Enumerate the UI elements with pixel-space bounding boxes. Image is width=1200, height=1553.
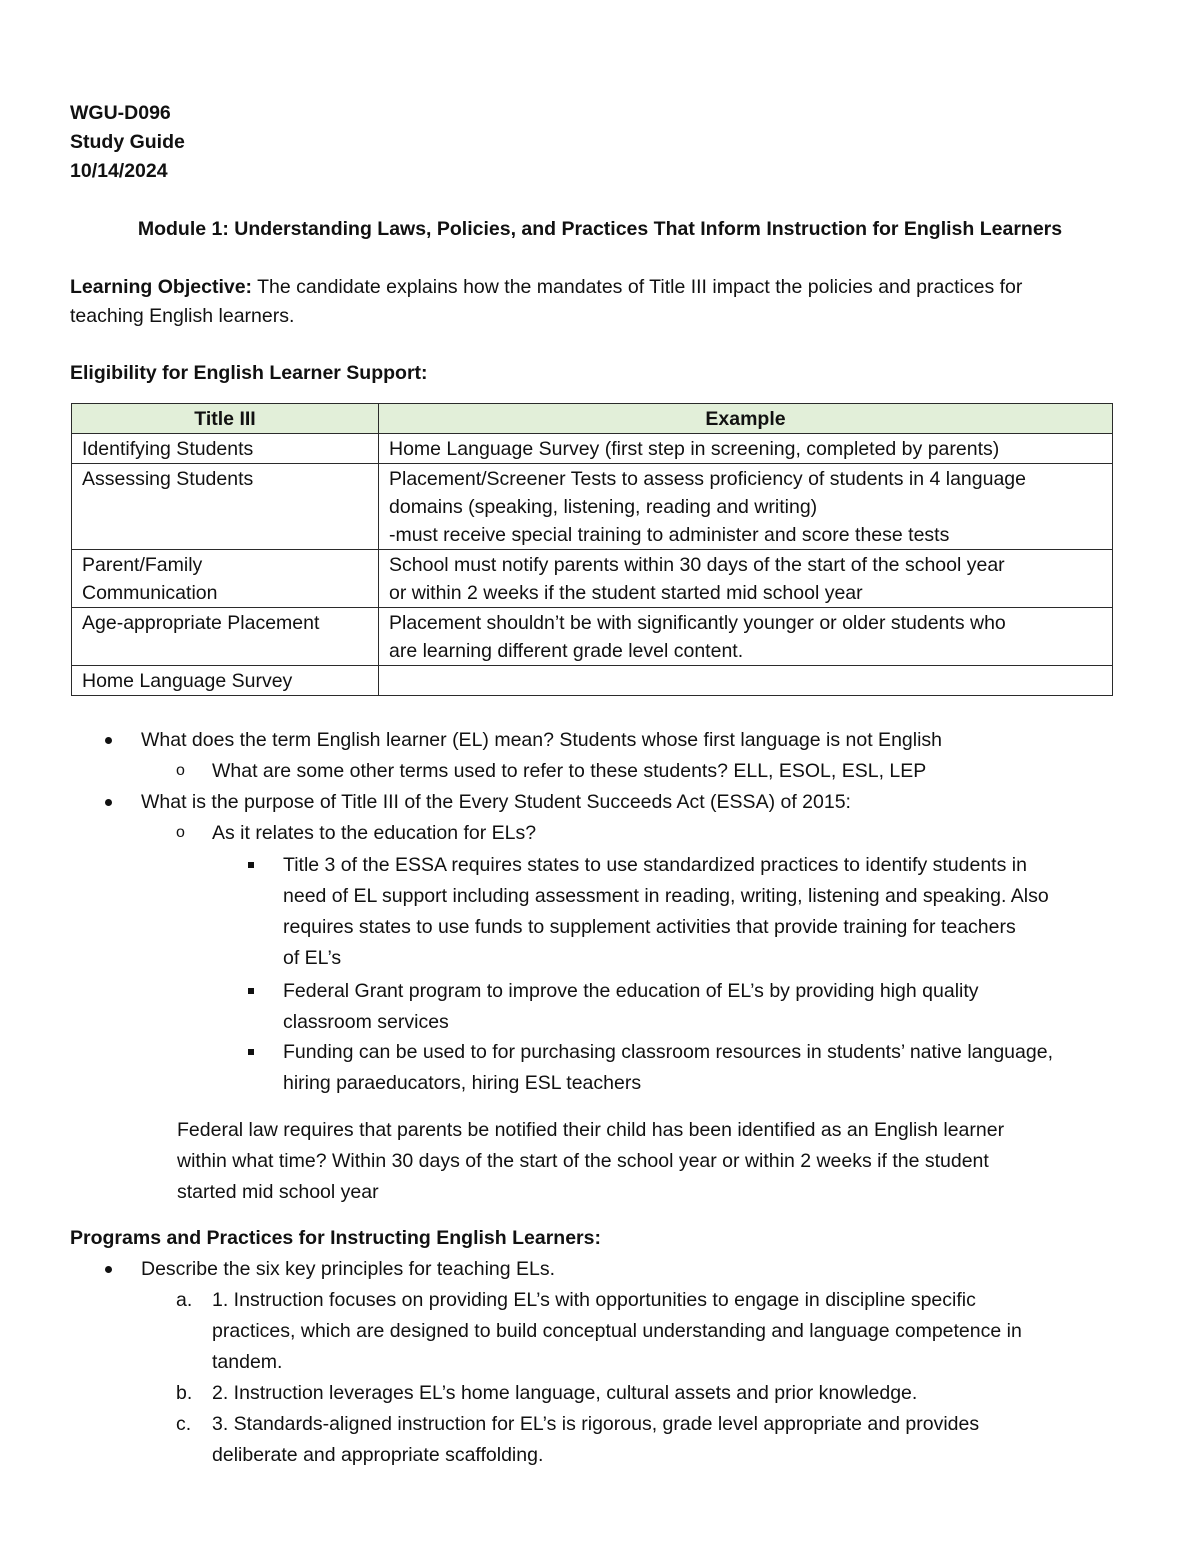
circle-bullet-icon: o xyxy=(176,824,185,841)
title-iii-cell xyxy=(72,666,379,696)
cell-line: Age-appropriate Placement xyxy=(82,612,320,634)
list-item-line: tandem. xyxy=(212,1351,283,1373)
example-cell xyxy=(379,464,1113,550)
list-item-line: requires states to use funds to supplement activities that provide training for teachers xyxy=(283,916,1016,938)
paragraph-line: within what time? Within 30 days of the start of the school year or within 2 weeks if the student xyxy=(177,1150,989,1172)
example-cell xyxy=(379,666,1113,696)
title-iii-cell xyxy=(72,434,379,464)
cell-line: domains (speaking, listening, reading and writing) xyxy=(389,496,818,518)
paragraph-line: Federal law requires that parents be notified their child has been identified as an English learner xyxy=(177,1119,1005,1141)
paragraph-line: started mid school year xyxy=(177,1181,379,1203)
cell-line: School must notify parents within 30 days of the start of the school year xyxy=(389,554,1005,576)
eligibility-table xyxy=(71,403,1113,696)
list-item-line: 1. Instruction focuses on providing EL’s with opportunities to engage in discipline specific xyxy=(212,1289,976,1311)
table-row xyxy=(72,608,1113,666)
list-item-line: practices, which are designed to build conceptual understanding and language competence in xyxy=(212,1320,1022,1342)
list-item-line: 2. Instruction leverages EL’s home language, cultural assets and prior knowledge. xyxy=(212,1382,918,1404)
list-item-line: deliberate and appropriate scaffolding. xyxy=(212,1444,544,1466)
list-item-line: Federal Grant program to improve the education of EL’s by providing high quality xyxy=(283,980,979,1002)
list-marker: c. xyxy=(176,1413,192,1435)
column-header: Example xyxy=(379,404,1113,434)
objective-text-line2: teaching English learners. xyxy=(70,305,295,327)
title-iii-cell xyxy=(72,550,379,608)
list-item-line: classroom services xyxy=(283,1011,449,1033)
list-marker: a. xyxy=(176,1289,193,1311)
cell-line: Identifying Students xyxy=(82,438,254,460)
document-header xyxy=(70,99,185,186)
module-title: Module 1: Understanding Laws, Policies, and Practices That Inform Instruction for English Learners xyxy=(137,218,1063,240)
table-row xyxy=(72,464,1113,550)
list-item: What does the term English learner (EL) mean? Students whose first language is not English xyxy=(141,729,943,751)
circle-bullet-icon: o xyxy=(176,762,185,779)
cell-line: Parent/Family xyxy=(82,554,203,576)
title-iii-cell xyxy=(72,608,379,666)
list-item-line: hiring paraeducators, hiring ESL teachers xyxy=(283,1072,642,1094)
list-item-line: Title 3 of the ESSA requires states to use standardized practices to identify students in xyxy=(283,854,1027,876)
title-iii-cell xyxy=(72,464,379,550)
list-item-line: of EL’s xyxy=(283,947,342,969)
list-item-line: need of EL support including assessment in reading, writing, listening and speaking. Also xyxy=(283,885,1049,907)
cell-line xyxy=(389,667,1102,695)
cell-line: Assessing Students xyxy=(82,468,254,490)
example-cell xyxy=(379,550,1113,608)
list-item: Describe the six key principles for teaching ELs. xyxy=(141,1258,556,1280)
table-header-row xyxy=(72,404,1113,434)
bullet-dot-icon xyxy=(105,737,112,744)
eligibility-heading: Eligibility for English Learner Support: xyxy=(70,362,428,384)
programs-heading: Programs and Practices for Instructing English Learners: xyxy=(70,1227,601,1249)
list-item-line: Funding can be used to for purchasing classroom resources in students’ native language, xyxy=(283,1041,1053,1063)
document-type: Study Guide xyxy=(70,131,185,153)
objective-text-line1: The candidate explains how the mandates of Title III impact the policies and practices for xyxy=(252,276,1023,298)
cell-line: Home Language Survey xyxy=(82,670,293,692)
cell-line: -must receive special training to administer and score these tests xyxy=(389,524,950,546)
objective-label: Learning Objective: xyxy=(70,276,253,298)
learning-objective xyxy=(70,273,1130,331)
column-header: Title III xyxy=(72,404,379,434)
table-row xyxy=(72,434,1113,464)
example-cell xyxy=(379,434,1113,464)
table-row xyxy=(72,666,1113,696)
cell-line: Home Language Survey (first step in screening, completed by parents) xyxy=(389,438,1000,460)
cell-line: or within 2 weeks if the student started mid school year xyxy=(389,582,863,604)
list-marker: b. xyxy=(176,1382,193,1404)
square-bullet-icon xyxy=(248,988,254,994)
list-item: As it relates to the education for ELs? xyxy=(212,822,537,844)
bullet-dot-icon xyxy=(105,1266,112,1273)
cell-line: Communication xyxy=(82,582,218,604)
example-cell xyxy=(379,608,1113,666)
list-item: What are some other terms used to refer to these students? ELL, ESOL, ESL, LEP xyxy=(212,760,927,782)
table-row xyxy=(72,550,1113,608)
list-item-line: 3. Standards-aligned instruction for EL’s is rigorous, grade level appropriate and provides xyxy=(212,1413,980,1435)
cell-line: Placement/Screener Tests to assess proficiency of students in 4 language xyxy=(389,468,1026,490)
bullet-dot-icon xyxy=(105,799,112,806)
course-code: WGU-D096 xyxy=(70,102,171,124)
list-item: What is the purpose of Title III of the Every Student Succeeds Act (ESSA) of 2015: xyxy=(141,791,851,813)
cell-line: Placement shouldn’t be with significantly younger or older students who xyxy=(389,612,1006,634)
document-date: 10/14/2024 xyxy=(70,160,168,182)
cell-line: are learning different grade level content. xyxy=(389,640,744,662)
square-bullet-icon xyxy=(248,1049,254,1055)
square-bullet-icon xyxy=(248,862,254,868)
